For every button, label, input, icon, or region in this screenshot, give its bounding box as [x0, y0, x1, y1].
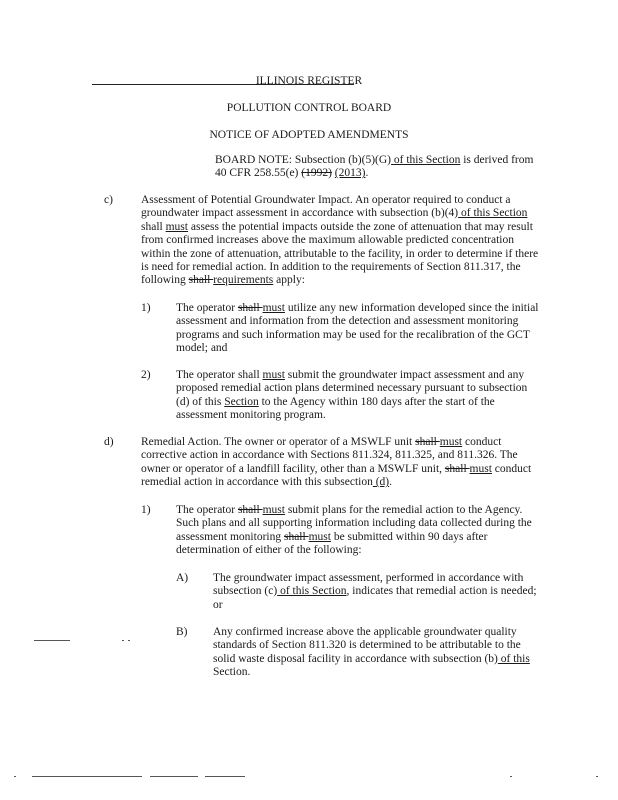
- d-insertion-1: must: [439, 436, 463, 448]
- c2-insertion-2: Section: [224, 395, 259, 408]
- d1-insertion-1: must: [262, 504, 285, 516]
- d1a-insertion: of this Section: [277, 585, 347, 598]
- c1-text-b: utilize any new information developed since the initial assessment and information from the detection and assessment monitoring programs and such information may be used for the recalibration of the GCT model; and: [176, 302, 539, 355]
- d1b-label: B): [176, 626, 188, 638]
- c1-text-a: The operator: [176, 302, 238, 314]
- scan-artifact-left: [34, 640, 70, 641]
- notice-title: [0, 128, 618, 142]
- board-note-period: .: [365, 167, 369, 180]
- d1b-text-b: Section.: [213, 666, 251, 679]
- d1a-text: [213, 572, 543, 612]
- d-text-1: Remedial Action. The owner or operator of a MSWLF unit: [141, 436, 416, 448]
- c-insertion-1: of this Section: [458, 207, 528, 220]
- register-title-text: ILLINOIS REGISTER: [255, 75, 363, 87]
- d1b-text-a: Any confirmed increase above the applicable groundwater quality standards of Section 811.320 is determined to be attributable to the solid waste disposal facility in accordance with subsection (b): [213, 626, 521, 665]
- c-text-4: apply:: [273, 274, 305, 287]
- d-deletion-1: shall: [415, 436, 440, 448]
- d1-text-a: The operator: [176, 504, 238, 516]
- c-text-1: Assessment of Potential Groundwater Impact. An operator required to conduct a groundwater impact assessment in accordance with subsection (b)(4): [141, 194, 511, 220]
- subsection-c-label: c): [104, 194, 113, 206]
- board-note-insertion-2: (2013): [334, 167, 366, 180]
- d-deletion-2: shall: [444, 462, 470, 475]
- scan-artifact-bottom-1: [32, 776, 142, 777]
- scan-artifact-dot-4: [510, 776, 512, 777]
- c2-text: [176, 369, 542, 423]
- d-text-3: conduct remedial action in accordance with this subsection: [141, 462, 532, 489]
- scan-artifact-dot-2: [128, 640, 130, 641]
- d-text-2: conduct corrective action in accordance with Sections 811.324, 811.325, and 811.326. The owner or operator of a landfill facility, other than a MSWLF unit,: [141, 436, 518, 475]
- board-note-text: BOARD NOTE: Subsection (b)(5)(G): [215, 154, 391, 166]
- board-title: [0, 101, 618, 115]
- d1b-text: [213, 626, 543, 680]
- c1-label: 1): [141, 302, 151, 314]
- register-title: [0, 74, 618, 88]
- d1-deletion-1: shall: [237, 504, 263, 516]
- d1-text-b: submit plans for the remedial action to the Agency. Such plans and all supporting information including data collected during the assessment monitoring: [176, 504, 532, 543]
- c2-label: 2): [141, 369, 151, 381]
- d1-label: 1): [141, 504, 151, 516]
- c2-text-a: The operator shall: [176, 369, 263, 381]
- c-insertion-3: requirements: [213, 274, 274, 287]
- d1-deletion-2: shall: [283, 530, 309, 543]
- c1-insertion: must: [262, 302, 285, 314]
- d-text-4: .: [389, 476, 393, 489]
- board-note: [215, 154, 545, 181]
- d1-text-c: be submitted within 90 days after determination of either of the following:: [176, 530, 488, 557]
- c2-insertion: must: [262, 369, 285, 381]
- d1-insertion-2: must: [308, 530, 331, 543]
- c-deletion-1: shall: [188, 274, 214, 287]
- c2-text-c: to the Agency within 180 days after the start of the assessment monitoring program.: [176, 395, 495, 422]
- subsection-d-label: d): [104, 436, 114, 448]
- board-note-text-2: is derived from 40 CFR 258.55(e): [215, 154, 534, 180]
- board-note-insertion: of this Section: [391, 154, 461, 166]
- d-insertion-3: (d): [372, 476, 390, 489]
- subsection-d-text: [141, 436, 541, 490]
- c1-deletion: shall: [237, 302, 263, 314]
- d-insertion-2: must: [469, 462, 492, 475]
- board-title-text: POLLUTION CONTROL BOARD: [226, 102, 392, 114]
- scan-artifact-dot-1: [122, 640, 124, 641]
- d1b-insertion: of this: [497, 652, 530, 665]
- d1-text: [176, 504, 542, 558]
- subsection-c-text: [141, 194, 541, 288]
- d1a-label: A): [176, 572, 189, 584]
- c-text-3: assess the potential impacts outside the zone of attenuation that may result from confirmed increases above the maximum allowable predicted concentration within the zone of attenuation, attributable to the facility, in order to determine if there is need for remedial action. In addition to the requirements of Section 811.317, the following: [141, 220, 539, 287]
- scan-artifact-bottom-3: [205, 776, 245, 777]
- scan-artifact-dot-3: [14, 776, 16, 777]
- c2-text-b: submit the groundwater impact assessment and any proposed remedial action plans determined necessary pursuant to subsection (d) of this: [176, 369, 528, 408]
- scan-artifact-bottom-2: [150, 776, 198, 777]
- notice-title-text: NOTICE OF ADOPTED AMENDMENTS: [209, 129, 409, 141]
- c-insertion-2: must: [165, 220, 188, 233]
- board-note-deletion: (1992): [301, 167, 332, 180]
- d1a-text-b: , indicates that remedial action is needed; or: [213, 585, 537, 611]
- c-text-2: shall: [141, 220, 166, 233]
- d1a-text-a: The groundwater impact assessment, performed in accordance with subsection (c): [213, 572, 524, 598]
- c1-text: [176, 302, 542, 356]
- scan-artifact-dot-5: [596, 776, 598, 777]
